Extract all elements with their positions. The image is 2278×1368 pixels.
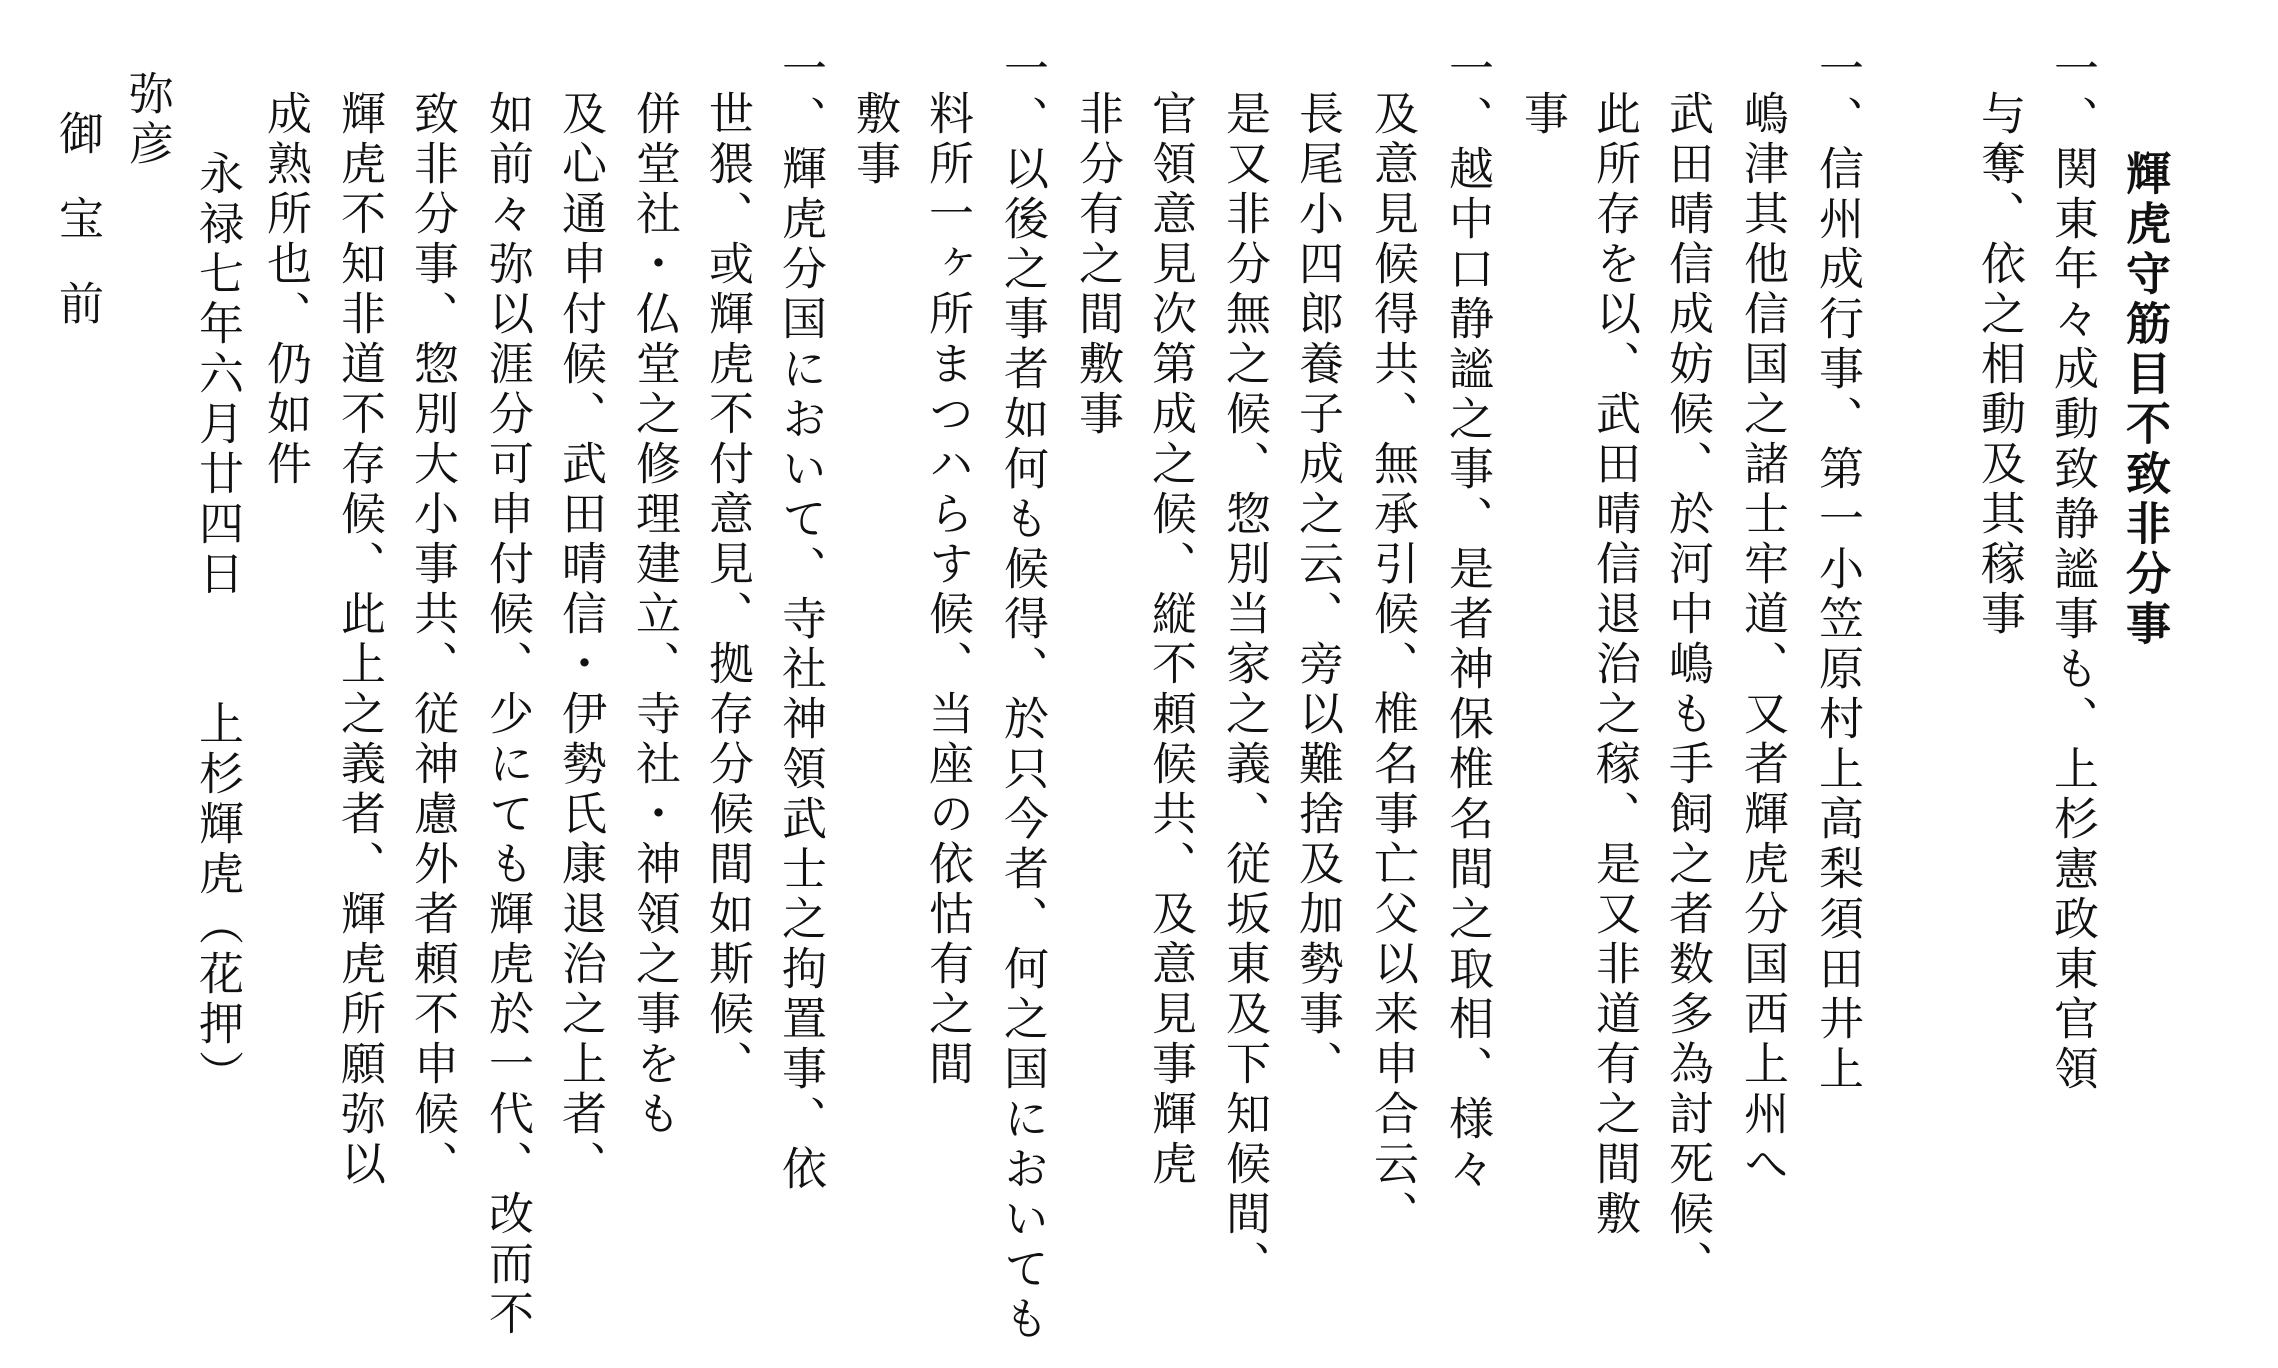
text-column-6: 此所存を以、武田晴信退治之稼、是又非道有之間敷 <box>1588 90 1641 1240</box>
text-column-7: 事 <box>1516 90 1569 140</box>
text-column-24: 成熟所也、仍如件 <box>259 90 312 490</box>
text-column-13: 非分有之間敷事 <box>1071 90 1124 440</box>
text-column-8: 一、越中口静謐之事、是者神保椎名間之取相、様々 <box>1441 45 1494 1195</box>
text-column-20: 及心通申付候、武田晴信・伊勢氏康退治之上者、 <box>554 90 607 1190</box>
text-column-21: 如前々弥以涯分可申付候、少にても輝虎於一代、改而不 <box>481 90 534 1340</box>
text-column-12: 官領意見次第成之候、縦不頼候共、及意見事輝虎 <box>1144 90 1197 1190</box>
text-column-9: 及意見候得共、無承引候、椎名事亡父以来申合云、 <box>1366 90 1419 1240</box>
text-column-11: 是又非分無之候、惣別当家之義、従坂東及下知候間、 <box>1218 90 1271 1290</box>
text-column-10: 長尾小四郎養子成之云、旁以難捨及加勢事、 <box>1291 90 1344 1090</box>
text-column-18: 世猥、或輝虎不付意見、拠存分候間如斯候、 <box>701 90 754 1090</box>
text-column-1: 一、関東年々成動致静謐事も、上杉憲政東官領 <box>2046 45 2099 1095</box>
text-column-3: 一、信州成行事、第一小笠原村上高梨須田井上 <box>1811 45 1864 1095</box>
text-column-4: 嶋津其他信国之諸士牢道、又者輝虎分国西上州へ <box>1736 90 1789 1190</box>
text-column-5: 武田晴信成妨候、於河中嶋も手飼之者数多為討死候、 <box>1661 90 1714 1290</box>
signature: 上杉輝虎（花押） <box>191 700 244 1100</box>
document-title: 輝虎守筋目不致非分事 <box>2118 150 2171 650</box>
text-column-16: 敷事 <box>848 90 901 190</box>
text-column-19: 併堂社・仏堂之修理建立、寺社・神領之事をも <box>628 90 681 1140</box>
text-column-14: 一、以後之事者如何も候得、於只今者、何之国においても <box>996 45 1049 1345</box>
text-column-23: 輝虎不知非道不存候、此上之義者、輝虎所願弥以 <box>333 90 386 1190</box>
document-date: 永禄七年六月廿四日 <box>191 150 244 600</box>
text-column-15: 料所一ヶ所まつハらす候、当座の依怙有之間 <box>921 90 974 1090</box>
addressee-name: 弥彦 <box>121 70 174 170</box>
text-column-22: 致非分事、惣別大小事共、従神慮外者頼不申候、 <box>406 90 459 1190</box>
addressee: 御宝前 <box>51 110 104 365</box>
text-column-17: 一、輝虎分国において、寺社神領武士之拘置事、依 <box>774 45 827 1195</box>
text-column-2: 与奪、依之相動及其稼事 <box>1973 90 2026 640</box>
